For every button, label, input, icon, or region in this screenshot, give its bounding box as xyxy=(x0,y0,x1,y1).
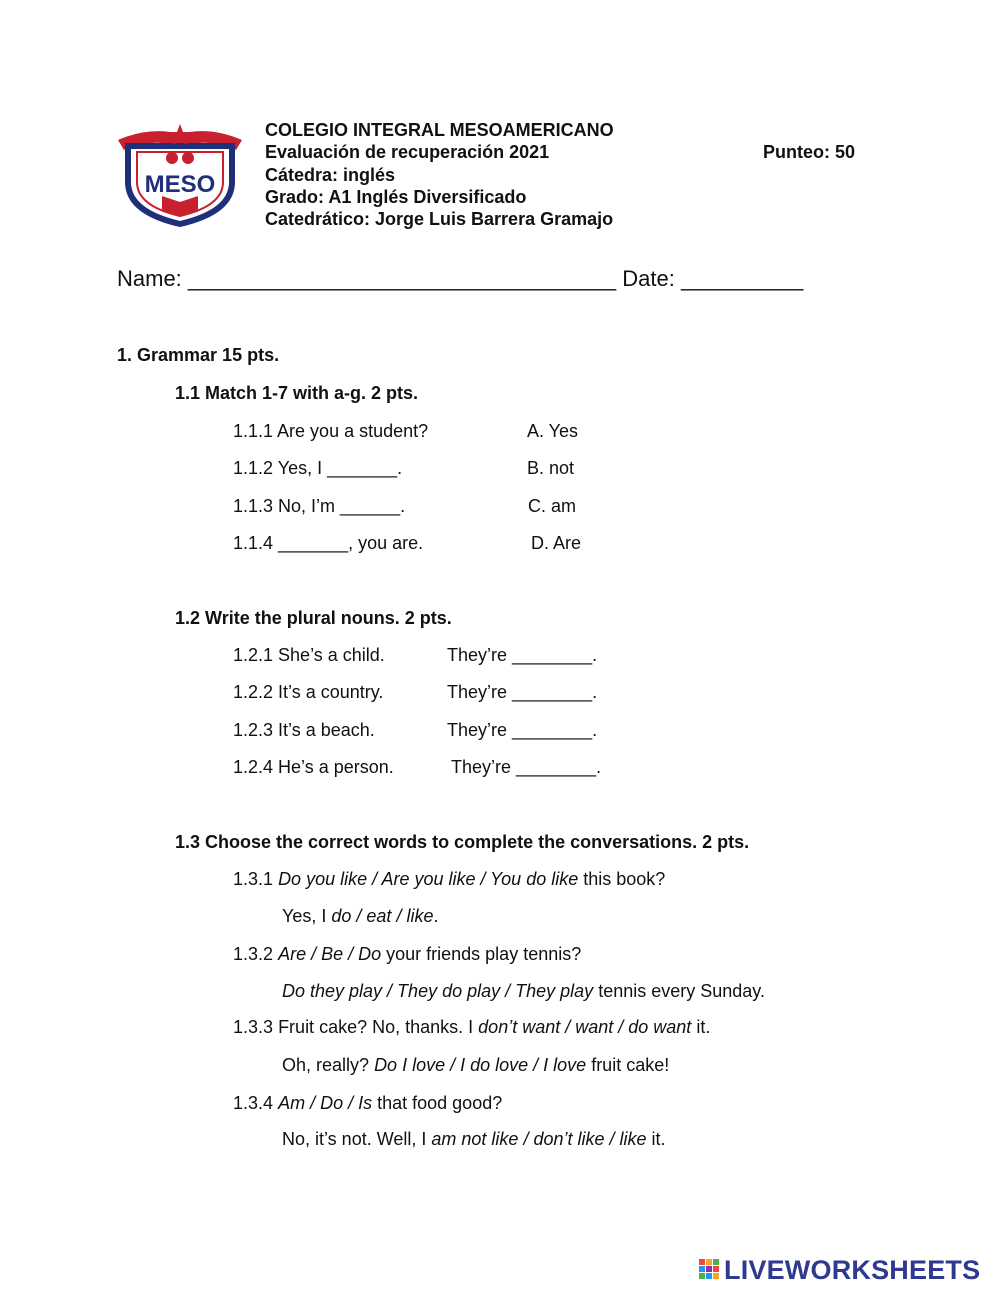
plural-question: 1.2.3 It’s a beach. xyxy=(233,720,375,740)
school-logo xyxy=(110,120,250,230)
liveworksheets-icon xyxy=(697,1253,723,1287)
subject-label: Cátedra: inglés xyxy=(265,165,396,185)
plural-question: 1.2.1 She’s a child. xyxy=(233,645,385,665)
answer-options[interactable]: do / eat / like xyxy=(331,906,434,926)
section-title: 1. Grammar 15 pts. xyxy=(117,345,280,365)
plural-answer-blank[interactable]: They’re ________. xyxy=(447,720,598,740)
conversation-question: 1.3.3 Fruit cake? No, thanks. I don’t want / want / do want it. xyxy=(233,1017,711,1037)
match-answer: D. Are xyxy=(531,533,582,553)
school-name: COLEGIO INTEGRAL MESOAMERICANO xyxy=(265,120,614,140)
name-row xyxy=(117,266,803,292)
conversation-question: 1.3.1 Do you like / Are you like / You do like this book? xyxy=(233,869,666,889)
score-label: Punteo: 50 xyxy=(763,142,856,162)
answer-options[interactable]: Am / Do / Is xyxy=(278,1093,373,1113)
conversation-reply: No, it’s not. Well, I am not like / don’t like / like it. xyxy=(282,1129,666,1149)
name-label: Name: xyxy=(117,266,182,291)
part3-title: 1.3 Choose the correct words to complete the conversations. 2 pts. xyxy=(175,832,750,852)
liveworksheets-logo[interactable] xyxy=(697,1253,981,1287)
answer-options[interactable]: Do I love / I do love / I love xyxy=(374,1055,587,1075)
answer-options[interactable]: am not like / don’t like / like xyxy=(431,1129,647,1149)
plural-answer-blank[interactable]: They’re ________. xyxy=(447,645,598,665)
match-question: 1.1.4 _______, you are. xyxy=(233,533,424,553)
plural-answer-blank[interactable]: They’re ________. xyxy=(451,757,602,777)
conversation-question: 1.3.4 Am / Do / Is that food good? xyxy=(233,1093,503,1113)
part2-title: 1.2 Write the plural nouns. 2 pts. xyxy=(175,608,452,628)
match-answer: B. not xyxy=(527,458,575,478)
conversation-question: 1.3.2 Are / Be / Do your friends play tennis? xyxy=(233,944,582,964)
grade-label: Grado: A1 Inglés Diversificado xyxy=(265,187,527,207)
conversation-reply: Oh, really? Do I love / I do love / I love fruit cake! xyxy=(282,1055,670,1075)
liveworksheets-text: LIVEWORKSHEETS xyxy=(724,1255,981,1285)
answer-options[interactable]: Are / Be / Do xyxy=(278,944,382,964)
plural-question: 1.2.2 It’s a country. xyxy=(233,682,384,702)
answer-options[interactable]: Do they play / They do play / They play xyxy=(282,981,594,1001)
conversation-reply: Yes, I do / eat / like. xyxy=(282,906,439,926)
date-label: Date: xyxy=(622,266,675,291)
match-question: 1.1.3 No, I’m ______. xyxy=(233,496,406,516)
date-field[interactable]: __________ xyxy=(681,266,804,291)
match-question: 1.1.1 Are you a student? xyxy=(233,421,429,441)
answer-options[interactable]: don’t want / want / do want xyxy=(478,1017,692,1037)
match-answer: A. Yes xyxy=(527,421,579,441)
logo-text: MESO xyxy=(144,171,216,198)
name-field[interactable]: ___________________________________ xyxy=(187,266,617,291)
evaluation-title: Evaluación de recuperación 2021 xyxy=(265,142,550,162)
answer-options[interactable]: Do you like / Are you like / You do like xyxy=(278,869,579,889)
plural-question: 1.2.4 He’s a person. xyxy=(233,757,394,777)
match-question: 1.1.2 Yes, I _______. xyxy=(233,458,403,478)
conversation-reply: Do they play / They do play / They play tennis every Sunday. xyxy=(282,981,765,1001)
teacher-label: Catedrático: Jorge Luis Barrera Gramajo xyxy=(265,209,614,229)
match-answer: C. am xyxy=(528,496,577,516)
plural-answer-blank[interactable]: They’re ________. xyxy=(447,682,598,702)
part1-title: 1.1 Match 1-7 with a-g. 2 pts. xyxy=(175,383,419,403)
